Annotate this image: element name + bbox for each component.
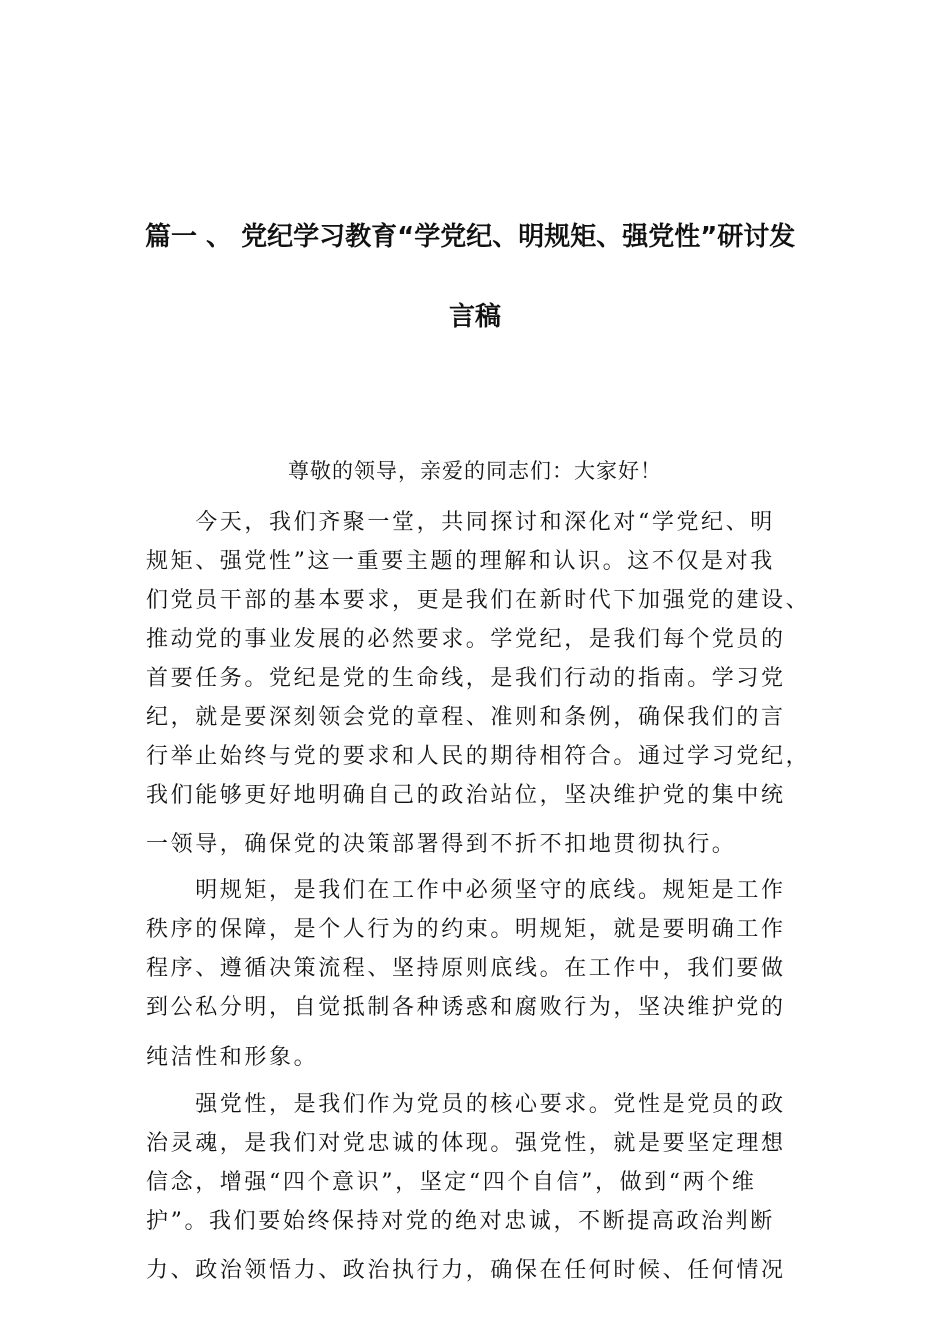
body-line: 行举止始终与党的要求和人民的期待相符合。通过学习党纪， [146,744,811,769]
greeting: 尊敬的领导，亲爱的同志们：大家好！ [288,459,662,483]
body-line: 程序、遵循决策流程、坚持原则底线。在工作中，我们要做 [146,956,786,981]
body-line: 治灵魂，是我们对党忠诚的体现。强党性，就是要坚定理想 [146,1131,786,1156]
body-line: 护”。我们要始终保持对党的绝对忠诚，不断提高政治判断 [146,1209,775,1234]
body-line: 纪，就是要深刻领会党的章程、准则和条例，确保我们的言 [146,705,786,730]
body-line: 今天，我们齐聚一堂，共同探讨和深化对“学党纪、明 [146,510,775,535]
body-line: 一领导，确保党的决策部署得到不折不扣地贯彻执行。 [146,832,737,857]
body-line: 信念，增强“四个意识”，坚定“四个自信”，做到“两个维 [146,1170,757,1195]
body-line: 我们能够更好地明确自己的政治站位，坚决维护党的集中统 [146,783,786,808]
body-line: 纯洁性和形象。 [146,1045,319,1070]
body-line: 到公私分明，自觉抵制各种诱惑和腐败行为，坚决维护党的 [146,995,786,1020]
body-line: 们党员干部的基本要求，更是我们在新时代下加强党的建设、 [146,588,811,613]
body-line: 规矩、强党性”这一重要主题的理解和认识。这不仅是对我 [146,549,775,574]
body-line: 首要任务。党纪是党的生命线，是我们行动的指南。学习党 [146,666,786,691]
body-line: 秩序的保障，是个人行为的约束。明规矩，就是要明确工作 [146,917,786,942]
document-title-line-1: 篇一 、 党纪学习教育“学党纪、明规矩、强党性”研讨发 [145,222,796,252]
body-line: 力、政治领悟力、政治执行力，确保在任何时候、任何情况 [146,1258,786,1283]
body-line: 推动党的事业发展的必然要求。学党纪，是我们每个党员的 [146,627,786,652]
body-line: 明规矩，是我们在工作中必须坚守的底线。规矩是工作 [146,878,786,903]
body-line: 强党性，是我们作为党员的核心要求。党性是党员的政 [146,1092,786,1117]
document-title-line-2: 言稿 [448,302,501,332]
